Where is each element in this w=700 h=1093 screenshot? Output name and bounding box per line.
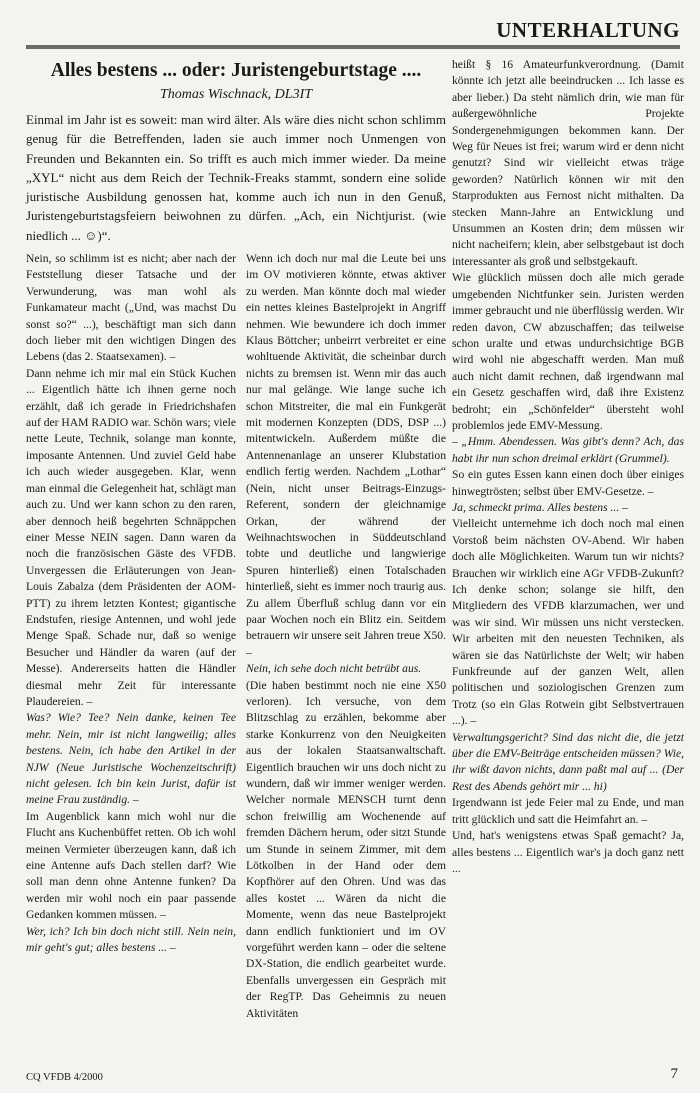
paragraph: Wenn ich doch nur mal die Leute bei uns im OV motivieren könnte, etwas aktiver zu werden. Man könnte doch mal wieder ein nettes kleines Bastelprojekt in Angriff nehmen. Wie bewundere ich doch immer Klaus Böttcher; unbeirrt verbreitet er eine wohltuende Aktivität, die scheinbar durch nichts zu bremsen ist. Wenn mir das auch nur mal gelänge. Wie lange suche ich schon Mitstreiter, die mal ein Funkgerät mit modernen Konzepten (DDS, DSP ...) mitentwickeln. Außerdem müßte die Antennenanlage an unserer Klubstation endlich fertig werden. Nachdem „Lothar“ (Nein, nicht unser Beitrags-Einzugs-Referent, sondern der gleichnamige Orkan, der während der Weihnachtswochen in Süddeutschland tobte und deutliche und langwierige Spuren hinterließ) einen Totalschaden hinterließ, sieht es immer noch traurig aus. Zu allem Überfluß schlug dann vor ein paar Wochen noch ein Blitz ein. Seitdem betrauern wir unsere seit Jahren treue X50. – (246, 252, 446, 659)
text-column-2 (246, 251, 446, 1041)
paragraph: (Die haben bestimmt noch nie eine X50 verloren). Ich versuche, von dem Blitzschlag zu erzählen, bekomme aber starke Konkurrenz von den Neuigkeiten aus der lokalen Staatsanwaltschaft. Eigentlich brauchen wir uns doch nicht zu wundern, daß wir immer weniger werden. Welcher normale MENSCH turnt denn schon freiwillig am Wochenende auf fremden Dächern herum, oder sitzt Stunde um Stunde in seinem Zimmer, mit dem Lötkolben in der Hand oder dem Kopfhörer auf den Ohren. Und was das alles kostet ... Wären da nicht die Momente, wenn das neue Bastelprojekt dann endlich funktioniert und im OV vorgeführt werden kann – oder die seltene DX-Station, die endlich gearbeitet wurde. Ebenfalls unvergessen ein Gespräch mit der RegTP. Das Geheimnis zu neuen Aktivitäten (246, 678, 446, 1020)
paragraph-italic: Wer, ich? Ich bin doch nicht still. Nein nein, mir geht's gut; alles bestens ... – (26, 924, 236, 955)
paragraph-italic: Nein, ich sehe doch nicht betrübt aus. (246, 662, 422, 676)
paragraph-italic: Was? Wie? Tee? Nein danke, keinen Tee mehr. Nein, mir ist nicht langweilig; alles bestens. Nein, ich habe den Artikel in der NJW (Neue Juristische Wochenzeitschrift) nicht gelesen. Ich bin kein Jurist, dafür ist meine Frau zuständig. – (26, 711, 236, 807)
paragraph: heißt § 16 Amateurfunkverordnung. (Damit könnte ich jetzt alle beeindrucken ... Ich lasse es aber lieber.) Da steht nämlich drin, wie man für außergewöhnliche Projekte Sondergenehmigungen bekommen kann. Der Weg für Neues ist frei; warum wird er denn nicht genutzt? Sind wir vielleicht etwas träge geworden? Natürlich können wir mit den Starprodukten aus Fernost nicht mithalten. Da stecken Mann-Jahre an Entwicklung und Unsummen an Kosten drin; dem müssen wir nicht nacheifern; klein, aber selbstgebaut ist doch interessanter als groß und selbstgekauft. (452, 58, 684, 268)
section-title: UNTERHALTUNG (496, 18, 680, 42)
article-author: Thomas Wischnack, DL3IT (159, 87, 313, 102)
header-rule (26, 45, 680, 49)
page-number: 7 (670, 1066, 678, 1082)
paragraph: Vielleicht unternehme ich doch noch mal einen Vorstoß beim nächsten OV-Abend. Wir haben doch alle Möglichkeiten. Warum tun wir nichts? Brauchen wir wirklich eine AGr VFDB-Zukunft? Ich denke schon; solange sie hilft, den Mitgliedern des VFDB klarzumachen, wer und was wir sind. Wir müssen uns nicht verstecken. Wir arbeiten mit den neuesten Techniken, als wären sie das Natürlichste der Welt; wir haben Funkfreunde auf der ganzen Welt, allen politischen und soziologischen Grenzen zum Trotz (so ein Glas Rotwein gibt Selbstvertrauen ...). – (452, 517, 684, 728)
article-title: Alles bestens ... oder: Juristengeburtstage .... (50, 60, 422, 81)
article-intro: Einmal im Jahr ist es soweit: man wird älter. Als wäre dies nicht schon schlimm genug für die Betreffenden, laden sie auch immer noch Unmengen von Freunden und Bekannten ein. So trifft es auch mich immer wieder. Da meine „XYL“ nicht aus dem Reich der Technik-Freaks stammt, sondern eine solide juristische Ausbildung genossen hat, komme auch ich nun in den Genuß, Juristengeburtstagsfeiern beiwohnen zu dürfen. „Ach, ein Nichtjurist. (wie niedlich ... ☺)“. (26, 112, 446, 243)
issue-label: CQ VFDB 4/2000 (26, 1072, 103, 1083)
paragraph: Wie glücklich müssen doch alle mich gerade umgebenden Nichtfunker sein. Juristen werden immer gebraucht und nie überflüssig werden. Wir reden davon, CW abzuschaffen; das teilweise schon uralte und etwas undurchsichtige BGB wird wohl nie abgeschafft werden. Man muß auch nicht damit rechnen, daß irgendwann mal ein Gesetz geschaffen wird, daß ihre Existenz bedroht; ein „Schönfelder“ übersteht wohl problemlos jede EMV-Messung. (452, 271, 684, 432)
text-column-3 (452, 57, 684, 1037)
paragraph: Im Augenblick kann mich wohl nur die Flucht ans Kuchenbüffet retten. Ob ich wohl meinen Vermieter überzeugen kann, daß ich eine Antenne aufs Dach stellen darf? Wie soll man denn ohne Antenne funken? Da werden mir wohl noch ein paar passende Gedanken kommen müssen. – (26, 809, 236, 922)
paragraph-italic: – „Hmm. Abendessen. Was gibt's denn? Ach, das habt ihr nun schon dreimal erklärt (Grummel). (452, 435, 684, 465)
paragraph: Und, hat's wenigstens etwas Spaß gemacht? Ja, alles bestens ... Eigentlich war's ja doch ganz nett ... (452, 829, 684, 875)
paragraph: So ein gutes Essen kann einen doch über einiges hinwegtrösten; selbst über EMV-Gesetze. – (452, 468, 684, 498)
paragraph-italic: Ja, schmeckt prima. Alles bestens ... – (452, 500, 628, 514)
paragraph-italic: Verwaltungsgericht? Sind das nicht die, die jetzt über die EMV-Beiträge entscheiden müssen? Wie, ihr wißt davon nichts, dann paßt mal auf ... (Der Rest des Abends gehört mir ... hi) (452, 730, 684, 793)
page-header (26, 16, 680, 50)
paragraph: Dann nehme ich mir mal ein Stück Kuchen ... Eigentlich hätte ich ihnen gerne noch erzählt, daß ich gerade in Friedrichshafen auf der HAM RADIO war. Schön wars; viele nette Leute, Technik, solange man konnte, imposante Antennen. Und zuviel Geld habe ich auch wieder ausgegeben. Klar, wenn man einmal die Gelegenheit hat, schlägt man auch zu. Und wer kann schon zu den raren, aber dennoch heiß begehrten Schnäppchen einer Messe NEIN sagen. Dann waren da noch die französischen Gäste des VFDB. Unvergessen die Erläuterungen von Jean-Louis Zabalza (dem Präsidenten der AOM-PTT) zu ihrem letzten Kontest; gigantische Endstufen, riesige Antennen, und wohl jede Menge Spaß. Schade nur, daß so wenige Besucher und Händler da waren (auf der Messe). Andererseits hatten die Händler diesmal mehr Zeit für interessante Plaudereien. – (26, 366, 236, 708)
text-column-1 (26, 251, 236, 1041)
paragraph: Irgendwann ist jede Feier mal zu Ende, und man tritt glücklich und satt die Heimfahrt an. – (452, 796, 684, 826)
paragraph: Nein, so schlimm ist es nicht; aber nach der Feststellung dieser Tatsache und der Verwunderung, was man wohl als Funkamateur macht („Und, was machst Du sonst so?“ ...), beschäftigt man sich dann doch lieber mit den wichtigen Dingen des Lebens (das 2. Staatsexamen). – (26, 252, 236, 364)
